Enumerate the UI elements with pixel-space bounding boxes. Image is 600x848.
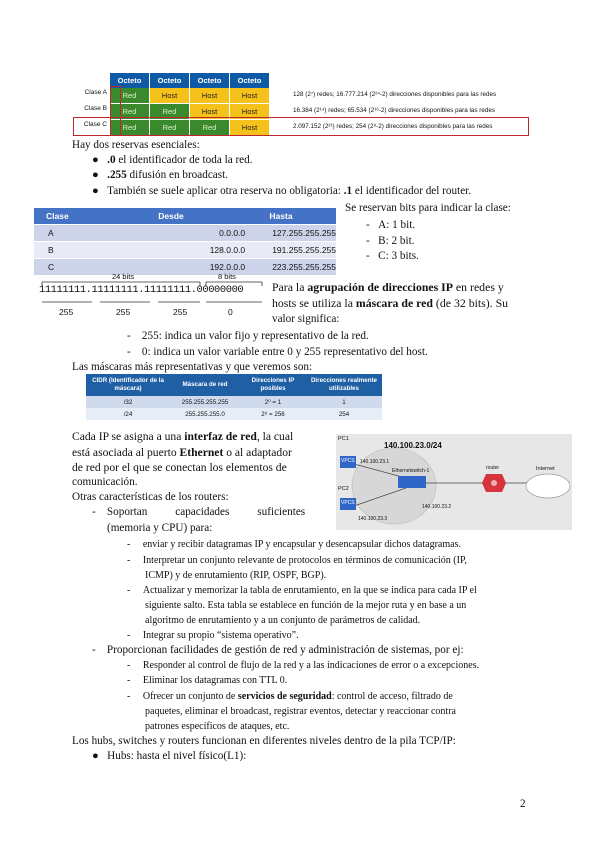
- router-subitem: - Ofrecer un conjunto de servicios de seguridad: control de acceso, filtrado de: [127, 691, 453, 702]
- reserva-item: ● También se suele aplicar otra reserva no obligatoria: .1 el identificador del router.: [92, 185, 472, 197]
- switch-label: Ethernetswitch-1: [392, 468, 430, 474]
- octet-row-desc: 16.384 (2¹⁴) redes; 65.534 (2¹⁶-2) direcciones disponibles para las redes: [293, 107, 496, 114]
- class-range-row: C 192.0.0.0 223.255.255.255: [34, 259, 336, 275]
- router-subitem: - enviar y recibir datagramas IP y encapsular y desencapsular dichos datagramas.: [127, 539, 461, 550]
- octet-header: Octeto: [110, 73, 149, 88]
- class-range-row: B 128.0.0.0 191.255.255.255: [34, 242, 336, 258]
- octet-cell: Host: [150, 88, 189, 103]
- octet-cell: Host: [230, 120, 269, 135]
- mask-decimal: 0: [228, 307, 233, 317]
- cidr-row: /32 255.255.255.255 2⁰ = 1 1: [86, 396, 382, 408]
- subnet-label: 140.100.23.0/24: [384, 441, 442, 450]
- final-paragraph: Los hubs, switches y routers funcionan en diferentes niveles dentro de la pila TCP/IP:: [72, 735, 456, 747]
- page-number: 2: [520, 798, 526, 810]
- cidr-table: [86, 374, 382, 420]
- mask-decimal: 255: [59, 307, 74, 317]
- octet-row: [110, 88, 270, 103]
- octet-cell: Red: [150, 104, 189, 119]
- cidr-header-row: CIDR (Identificador de la máscara) Máscara de red Direcciones IP posibles Direcciones realmente utilizables: [86, 374, 382, 396]
- mascara-line: Para la agrupación de direcciones IP en redes y: [272, 280, 504, 294]
- interfaz-line: de red por el que se conectan los elementos de: [72, 461, 287, 474]
- class-c-highlight: [73, 117, 529, 136]
- bullet-icon: ●: [92, 185, 99, 197]
- bits-clase-intro: Se reservan bits para indicar la clase:: [345, 202, 511, 214]
- mask-decimal: 255: [173, 307, 188, 317]
- router-item-cont: (memoria y CPU) para:: [107, 522, 213, 534]
- router-subitem-cont: siguiente salto. Esta tabla se establece en función de la mejor ruta y en base a un: [145, 600, 467, 611]
- bits-clase-item: - C: 3 bits.: [366, 250, 419, 262]
- bullet-icon: ●: [92, 154, 99, 166]
- interfaz-line: está asociada al puerto Ethernet o al adaptador: [72, 446, 292, 459]
- octet-row-desc: 128 (2⁷) redes; 16.777.214 (2²⁴-2) direcciones disponibles para las redes: [293, 91, 497, 98]
- router-item: - Proporcionan facilidades de gestión de red y administración de sistemas, por ej:: [92, 644, 464, 656]
- mascara-line: valor significa:: [272, 313, 340, 325]
- bits-clase-item: - B: 2 bit.: [366, 235, 415, 247]
- pc2-label: PC2: [338, 486, 349, 492]
- bullet-icon: ●: [92, 750, 99, 762]
- bits-clase-item: - A: 1 bit.: [366, 219, 416, 231]
- octet-cell: Host: [190, 104, 229, 119]
- bullet-icon: ●: [92, 169, 99, 181]
- internet-label: Internet: [536, 466, 555, 472]
- vpcs-label: VPCS: [341, 500, 355, 506]
- router-subitem: - Integrar su propio “sistema operativo”.: [127, 630, 299, 641]
- cidr-row: /24 255.255.255.0 2⁸ = 256 254: [86, 408, 382, 420]
- octet-cell: Red: [110, 104, 149, 119]
- class-range-row: A 0.0.0.0 127.255.255.255: [34, 225, 336, 241]
- octet-row-desc: 2.097.152 (2²¹) redes; 254 (2⁸-2) direcciones disponibles para las redes: [293, 123, 493, 130]
- octet-header-row: [110, 73, 270, 88]
- interfaz-line: Otras características de los routers:: [72, 491, 229, 503]
- network-diagram: [336, 434, 572, 530]
- router-subitem: - Actualizar y memorizar la tabla de enrutamiento, en la que se indica para cada IP el: [127, 585, 477, 596]
- router-subitem-cont: ICMP) y de enrutamiento (RIP, OSPF, BGP).: [145, 570, 327, 581]
- mask-label-24: 24 bits: [112, 272, 135, 281]
- interfaz-line: comunicación.: [72, 476, 138, 488]
- router-subitem-cont: algoritmo de enrutamiento y a un conjunto de parámetros de calidad.: [145, 615, 421, 626]
- mask-label-8: 8 bits: [218, 272, 236, 281]
- mascara-line: hosts se utiliza la máscara de red (de 32 bits). Su: [272, 296, 509, 310]
- class-range-header: Clase Desde Hasta: [34, 208, 336, 224]
- mask-binary: 11111111.11111111.11111111.00000000: [39, 284, 244, 296]
- reserva-item: ● .255 difusión en broadcast.: [92, 169, 229, 181]
- octet-row-label: Clase C: [83, 121, 107, 128]
- octet-row-label: Clase B: [84, 105, 107, 112]
- vpcs-label: VPCS: [341, 458, 355, 464]
- pc1-label: PC1: [338, 436, 349, 442]
- router-subitem: - Responder al control de flujo de la red y a las indicaciones de error o a excepciones.: [127, 660, 480, 671]
- mascaras-intro: Las máscaras más representativas y que veremos son:: [72, 361, 313, 373]
- octet-cell: Host: [190, 88, 229, 103]
- octet-header: Octeto: [150, 73, 189, 88]
- mascara-item: - 0: indica un valor variable entre 0 y 255 representativo del host.: [127, 346, 428, 358]
- octet-cell: Host: [230, 104, 269, 119]
- router-label: router: [486, 465, 500, 471]
- octet-cell: Red: [110, 120, 149, 135]
- router-subitem-cont: paquetes, eliminar el broadcast, registrar eventos, detectar y reaccionar contra: [145, 706, 456, 717]
- octet-cell: Red: [150, 120, 189, 135]
- octet-row-label: Clase A: [84, 89, 107, 96]
- interfaz-line: Cada IP se asigna a una interfaz de red, la cual: [72, 430, 294, 443]
- ip-label: 140.100.23.2: [422, 504, 452, 510]
- router-subitem: - Eliminar los datagramas con TTL 0.: [127, 675, 288, 686]
- ip-label: 140.100.23.3: [358, 516, 388, 522]
- octet-header: Octeto: [190, 73, 229, 88]
- octet-cell: Host: [230, 88, 269, 103]
- octet-cell: Red: [110, 88, 149, 103]
- router-item: - Soportan capacidades suficientes: [92, 506, 306, 518]
- reserva-item: ● .0 el identificador de toda la red.: [92, 154, 253, 166]
- ip-label: 140.100.23.1: [360, 459, 390, 465]
- hubs-item: ● Hubs: hasta el nivel físico(L1):: [92, 750, 247, 762]
- class-bits-highlight: [110, 86, 121, 136]
- reservas-intro: Hay dos reservas esenciales:: [72, 139, 200, 151]
- mask-decimal: 255: [116, 307, 131, 317]
- octet-cell: Red: [190, 120, 229, 135]
- router-subitem: - Interpretar un conjunto relevante de protocolos en términos de comunicación (IP,: [127, 555, 467, 566]
- router-subitem-cont: patrones específicos de ataques, etc.: [145, 721, 290, 732]
- mascara-item: - 255: indica un valor fijo y representativo de la red.: [127, 330, 369, 342]
- octet-header: Octeto: [230, 73, 269, 88]
